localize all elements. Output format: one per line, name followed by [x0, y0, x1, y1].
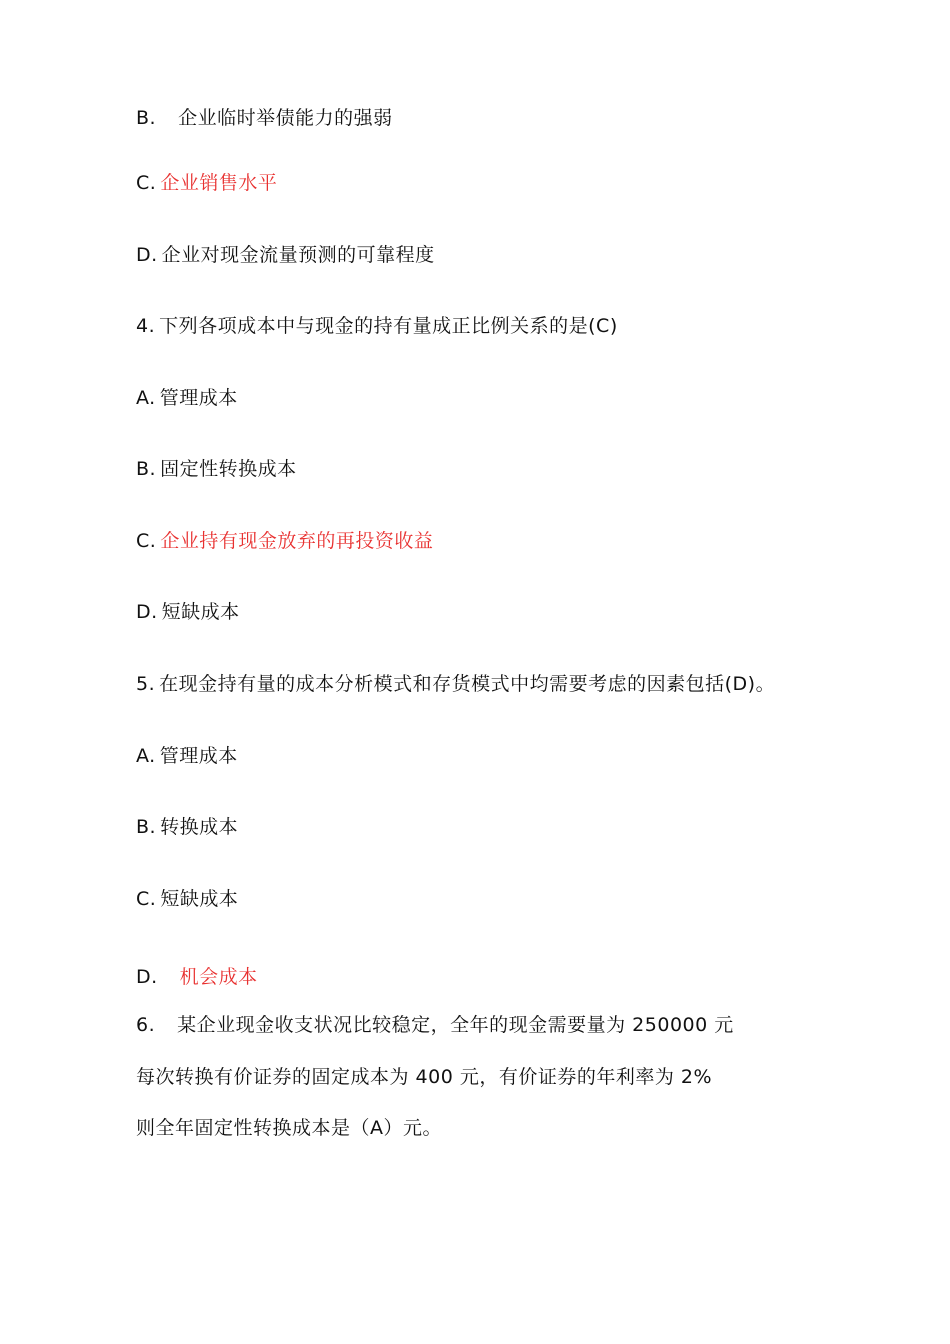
question-6-continued	[136, 1116, 442, 1140]
option-b-line	[136, 815, 238, 839]
option-label: A.	[136, 387, 156, 409]
option-a-line	[136, 744, 238, 768]
option-b-line	[136, 457, 297, 481]
question-number: 5.	[136, 673, 156, 695]
option-label: A.	[136, 745, 156, 767]
option-c-line	[136, 887, 238, 911]
option-text-answer: 企业持有现金放弃的再投资收益	[160, 530, 434, 552]
option-text: 企业对现金流量预测的可靠程度	[161, 244, 435, 266]
question-text: 则全年固定性转换成本是（A）元。	[136, 1117, 442, 1139]
option-label: D.	[136, 601, 158, 623]
option-c-line-answer	[136, 171, 277, 195]
question-text: 某企业现金收支状况比较稳定，全年的现金需要量为 250000 元	[177, 1014, 734, 1036]
question-4	[136, 314, 618, 338]
question-6-continued	[136, 1065, 712, 1089]
question-number: 4.	[136, 315, 156, 337]
option-d-line-answer	[136, 965, 258, 989]
option-text-answer: 机会成本	[179, 966, 258, 988]
option-label: B.	[136, 458, 157, 480]
question-text: 每次转换有价证券的固定成本为 400 元，有价证券的年利率为 2%	[136, 1066, 713, 1088]
option-b-line	[136, 106, 393, 130]
option-label: D.	[136, 966, 158, 988]
option-label: D.	[136, 244, 158, 266]
option-label: C.	[136, 530, 157, 552]
option-text: 短缺成本	[161, 601, 240, 623]
question-6	[136, 1013, 734, 1037]
option-d-line	[136, 600, 240, 624]
option-text: 转换成本	[160, 816, 239, 838]
option-label: B.	[136, 816, 157, 838]
question-number: 6.	[136, 1014, 156, 1036]
question-5	[136, 672, 775, 696]
question-text: 在现金持有量的成本分析模式和存货模式中均需要考虑的因素包括(D)。	[159, 673, 776, 695]
option-text: 管理成本	[159, 745, 238, 767]
question-text: 下列各项成本中与现金的持有量成正比例关系的是(C)	[159, 315, 618, 337]
option-label: B.	[136, 107, 157, 129]
option-text: 管理成本	[159, 387, 238, 409]
option-d-line	[136, 243, 435, 267]
option-label: C.	[136, 172, 157, 194]
option-text: 企业临时举债能力的强弱	[178, 107, 393, 129]
option-label: C.	[136, 888, 157, 910]
option-text: 短缺成本	[160, 888, 239, 910]
option-text: 固定性转换成本	[160, 458, 297, 480]
option-a-line	[136, 386, 238, 410]
option-c-line-answer	[136, 529, 433, 553]
option-text-answer: 企业销售水平	[160, 172, 278, 194]
